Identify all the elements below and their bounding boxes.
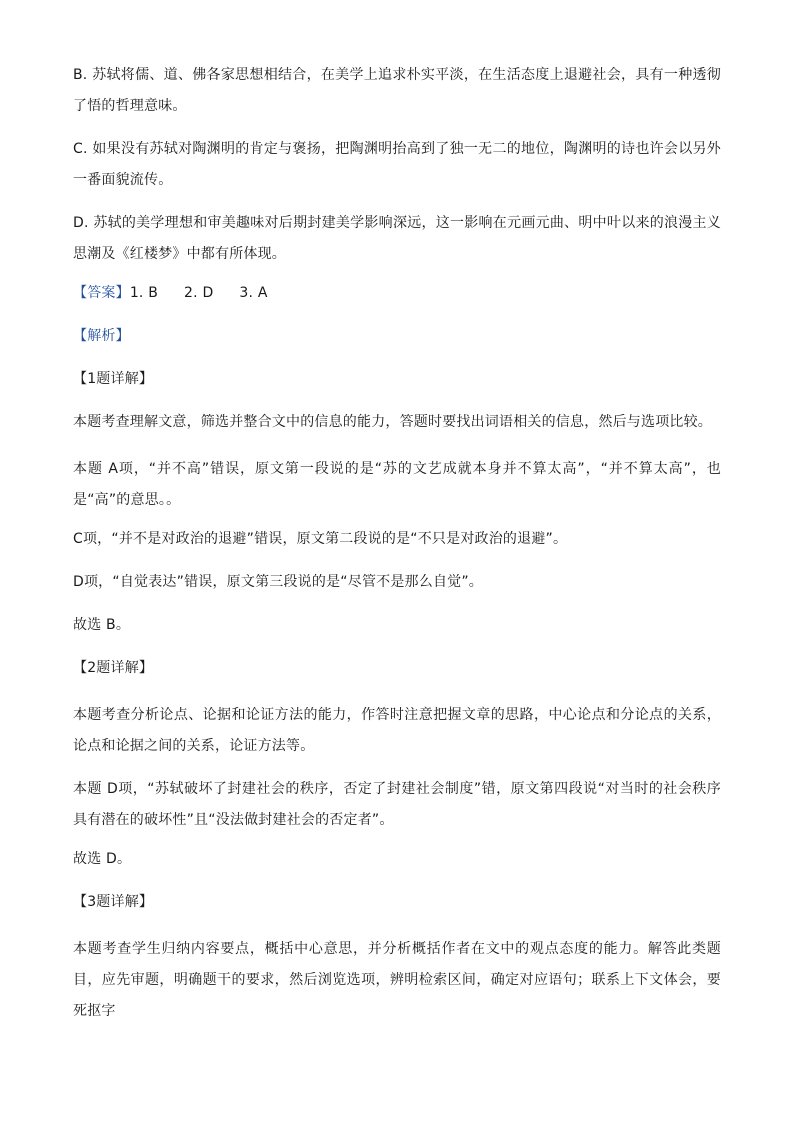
q2-conclusion: 故选 D。 bbox=[73, 851, 132, 867]
q1-conclusion: 故选 B。 bbox=[73, 617, 131, 633]
q1-option-a: 本题 A项，“并不高”错误，原文第一段说的是“苏的文艺成就本身并不算太高”，“并不算太高”，也是“高”的意思。。 bbox=[73, 461, 721, 508]
q3-heading: 【3题详解】 bbox=[73, 894, 154, 910]
q1-intro: 本题考查理解文意，筛选并整合文中的信息的能力，答题时要找出词语相关的信息，然后与选项比较。 bbox=[73, 414, 712, 430]
q1-option-c: C项，“并不是对政治的退避”错误，原文第二段说的是“不只是对政治的退避”。 bbox=[73, 531, 568, 547]
q3-intro: 本题考查学生归纳内容要点，概括中心意思，并分析概括作者在文中的观点态度的能力。解答此类题目，应先审题，明确题干的要求，然后浏览选项，辨明检索区间，确定对应语句；联系上下文体会，要死抠字 bbox=[73, 941, 721, 1019]
option-d: D. 苏轼的美学理想和审美趣味对后期封建美学影响深远，这一影响在元画元曲、明中叶以来的浪漫主义思潮及《红楼梦》中都有所体现。 bbox=[73, 215, 721, 262]
q1-option-d: D项，“自觉表达”错误，原文第三段说的是“尽管不是那么自觉”。 bbox=[73, 574, 483, 590]
option-b: B. 苏轼将儒、道、佛各家思想相结合，在美学上追求朴实平淡，在生活态度上退避社会，具有一种透彻了悟的哲理意味。 bbox=[73, 67, 721, 114]
q2-heading: 【2题详解】 bbox=[73, 660, 154, 676]
q1-heading: 【1题详解】 bbox=[73, 371, 154, 387]
option-c: C. 如果没有苏轼对陶渊明的肯定与褒扬，把陶渊明抬高到了独一无二的地位，陶渊明的诗也许会以另外一番面貌流传。 bbox=[73, 141, 721, 188]
q2-option-d: 本题 D项，“苏轼破坏了封建社会的秩序，否定了封建社会制度”错，原文第四段说“对当时的社会秩序具有潜在的破坏性”且“没法做封建社会的否定者”。 bbox=[73, 781, 721, 828]
answer-item-2: 2. D bbox=[184, 285, 214, 301]
answer-item-3: 3. A bbox=[239, 285, 268, 301]
answer-line bbox=[73, 282, 721, 304]
answer-item-1: 1. B bbox=[129, 285, 159, 301]
analysis-label: 【解析】 bbox=[73, 328, 130, 344]
document-page bbox=[73, 60, 721, 1039]
q2-intro: 本题考查分析论点、论据和论证方法的能力，作答时注意把握文章的思路，中心论点和分论点的关系，论点和论据之间的关系，论证方法等。 bbox=[73, 707, 721, 754]
answer-label: 【答案】 bbox=[73, 285, 130, 301]
